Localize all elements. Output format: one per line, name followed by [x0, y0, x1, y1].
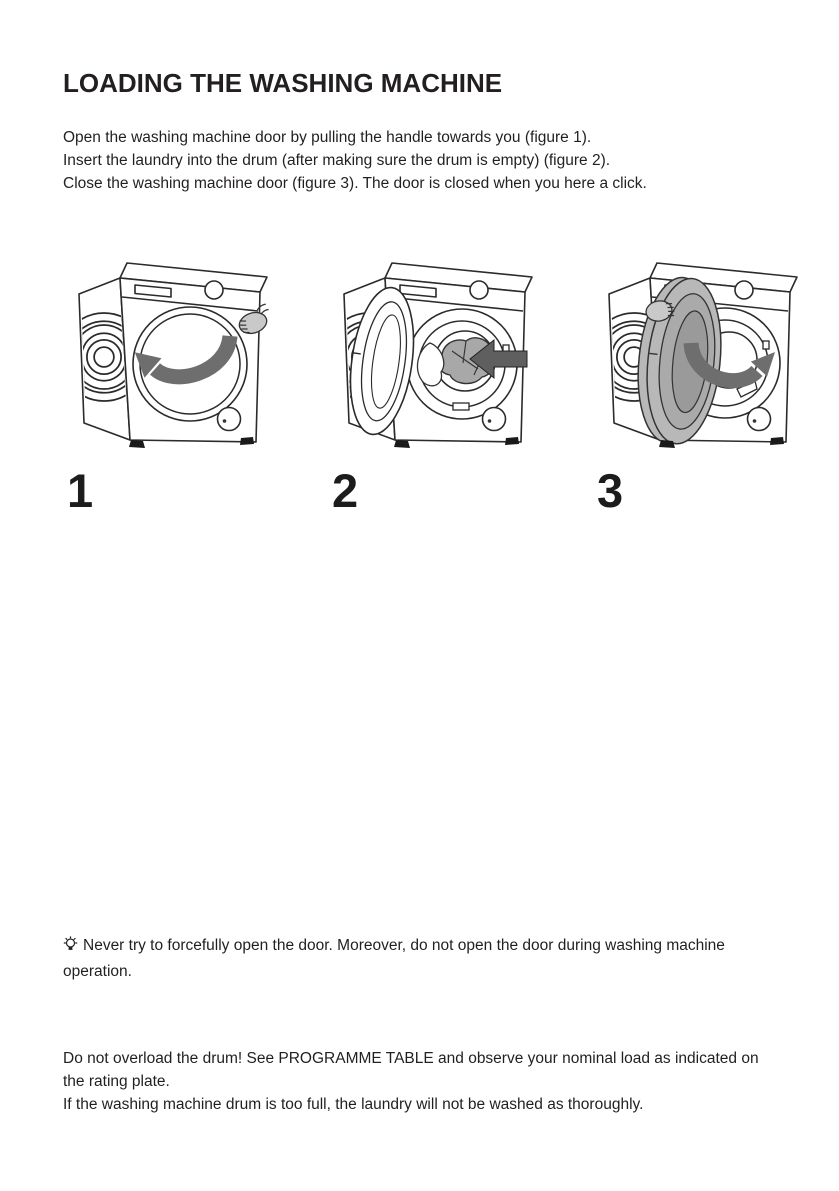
door-catch	[763, 341, 769, 349]
intro-line-1: Open the washing machine door by pulling the handle towards you (figure 1).	[63, 129, 592, 146]
intro-line-2: Insert the laundry into the drum (after making sure the drum is empty) (figure 2).	[63, 152, 611, 169]
washer-foot	[129, 440, 145, 448]
figure-1	[57, 233, 274, 517]
washer-foot	[394, 440, 410, 448]
figure-number: 2	[332, 464, 359, 517]
program-knob	[735, 281, 753, 299]
tip-text: Never try to forcefully open the door. Moreover, do not open the door during washing machine operation.	[63, 937, 725, 980]
tip-note	[63, 934, 779, 983]
washer-foot	[505, 437, 519, 445]
washer-foot	[240, 437, 254, 445]
program-knob	[470, 281, 488, 299]
intro-instructions	[63, 126, 779, 195]
figure-number: 1	[67, 464, 94, 517]
washer-insert-laundry-arrow-illustration	[322, 233, 539, 455]
lightbulb-tip-icon	[63, 936, 78, 960]
intro-line-3: Close the washing machine door (figure 3). The door is closed when you here a click.	[63, 175, 647, 192]
washer-foot	[770, 437, 784, 445]
filter-door	[483, 408, 506, 431]
washer-door-close-arrow-illustration	[587, 233, 804, 455]
figure-number: 3	[597, 464, 624, 517]
door-latch-slot	[453, 403, 469, 410]
washer-foot	[659, 440, 675, 448]
load-note-paragraph-1: Do not overload the drum! See PROGRAMME TABLE and observe your nominal load as indicated on the rating plate.	[63, 1050, 759, 1090]
page-title: LOADING THE WASHING MACHINE	[63, 68, 503, 98]
filter-door	[748, 408, 771, 431]
load-note-paragraph-2: If the washing machine drum is too full, the laundry will not be washed as thoroughly.	[63, 1096, 644, 1113]
figures-row	[57, 233, 779, 517]
program-knob	[205, 281, 223, 299]
figure-3	[587, 233, 804, 517]
load-note	[63, 1047, 779, 1116]
washer-door-open-arrow-illustration	[57, 233, 274, 455]
figure-2	[322, 233, 539, 517]
filter-door	[218, 408, 241, 431]
